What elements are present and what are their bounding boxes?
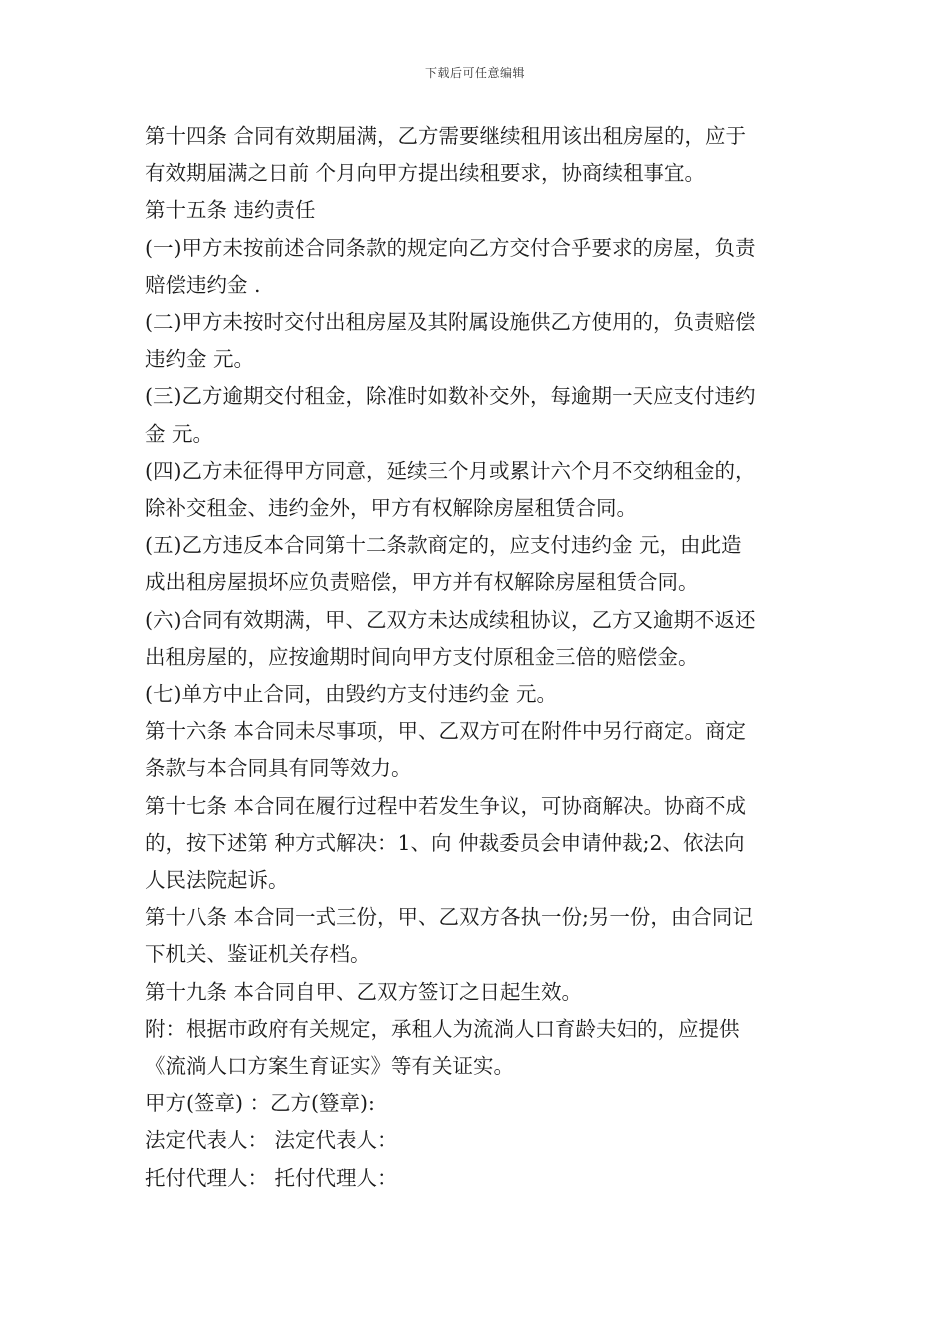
text-line: 第十五条 违约责任	[145, 198, 316, 223]
text-line: (一)甲方未按前述合同条款的规定向乙方交付合乎要求的房屋，负责	[145, 235, 756, 260]
text-line: 《流淌人口方案生育证实》等有关证实。	[145, 1054, 514, 1079]
page-header: 下载后可任意编辑	[424, 66, 525, 80]
signature-line: 托付代理人： 托付代理人：	[145, 1165, 398, 1190]
text-line: 下机关、鉴证机关存档。	[145, 942, 371, 967]
text-line: 第十九条 本合同自甲、乙双方签订之日起生效。	[145, 979, 583, 1004]
signature-line: 甲方(签章) ：乙方(簦章):	[145, 1091, 375, 1116]
text-line: (二)甲方未按时交付出租房屋及其附属设施供乙方使用的，负责赔偿	[145, 310, 756, 335]
text-line: (四)乙方未征得甲方同意，延续三个月或累计六个月不交纳租金的，	[145, 458, 756, 483]
text-line: 条款与本合同具有同等效力。	[145, 756, 412, 781]
text-line: 成出租房屋损坏应负责赔偿，甲方并有权解除房屋租赁合同。	[145, 570, 699, 595]
text-line: (六)合同有效期满，甲、乙双方未达成续租协议，乙方又逾期不返还	[145, 607, 756, 632]
text-line: 出租房屋的，应按逾期时间向甲方支付原租金三倍的赔偿金。	[145, 644, 699, 669]
text-line: 违约金 元。	[145, 347, 255, 372]
text-line: 除补交租金、违约金外，甲方有权解除房屋租赁合同。	[145, 496, 637, 521]
text-line: (五)乙方违反本合同第十二条款商定的，应支付违约金 元，由此造	[145, 533, 742, 558]
text-line: 第十六条 本合同未尽事项，甲、乙双方可在附件中另行商定。商定	[145, 719, 747, 744]
text-line: 有效期届满之日前 个月向甲方提出续租要求，协商续租事宜。	[145, 161, 706, 186]
text-line: 附：根据市政府有关规定，承租人为流淌人口育龄夫妇的，应提供	[145, 1016, 740, 1041]
text-line: 的，按下述第 种方式解决：1、向 仲裁委员会申请仲裁;2、依法向	[145, 830, 745, 855]
text-line: 金 元。	[145, 421, 214, 446]
text-line: (三)乙方逾期交付租金，除准时如数补交外，每逾期一天应支付违约	[145, 384, 756, 409]
text-line: 第十七条 本合同在履行过程中若发生争议，可协商解决。协商不成	[145, 793, 747, 818]
text-line: 赔偿违约金 .	[145, 272, 261, 297]
signature-line: 法定代表人： 法定代表人：	[145, 1128, 398, 1153]
text-line: (七)单方中止合同，由毁约方支付违约金 元。	[145, 682, 558, 707]
text-line: 第十八条 本合同一式三份，甲、乙双方各执一份;另一份，由合同记	[145, 905, 753, 930]
text-line: 第十四条 合同有效期届满，乙方需要继续租用该出租房屋的，应于	[145, 124, 747, 148]
text-line: 人民法院起诉。	[145, 868, 289, 893]
document-body	[145, 118, 813, 1197]
